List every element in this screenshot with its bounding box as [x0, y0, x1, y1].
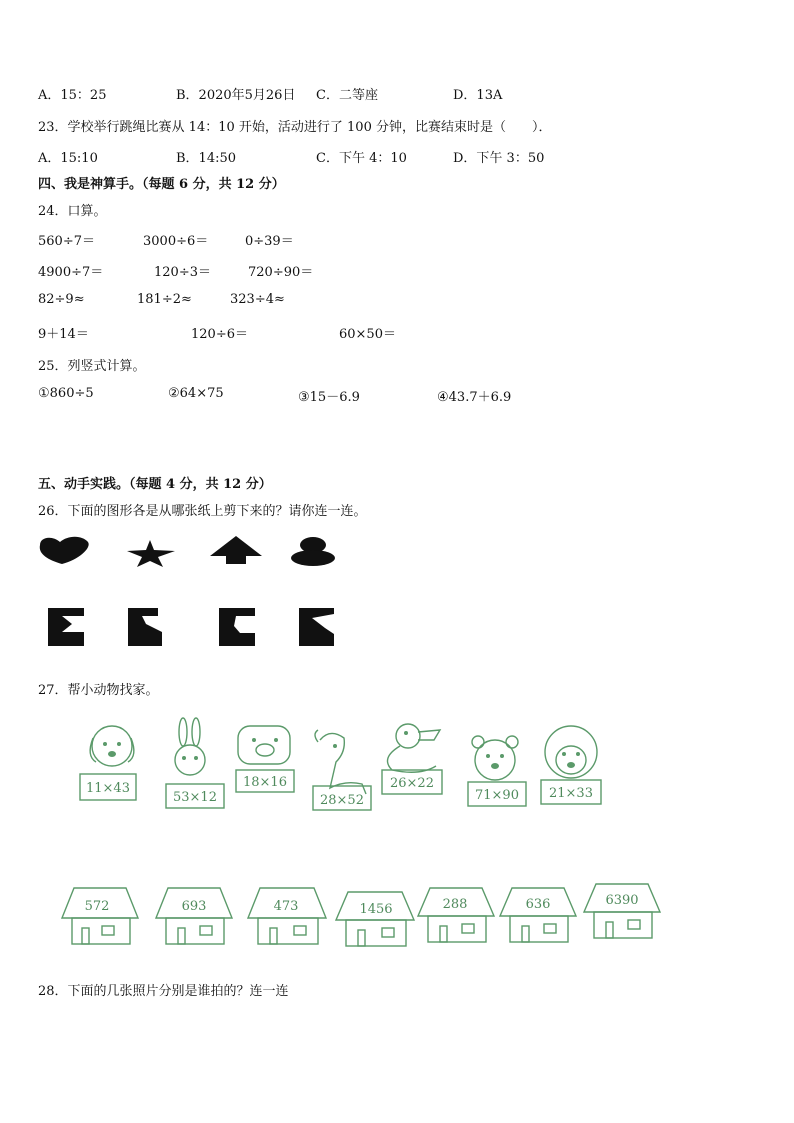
house-icon — [500, 888, 576, 942]
q23-option-b: B．14:50 — [176, 151, 237, 166]
animal-expr: 71×90 — [475, 788, 519, 803]
q22-option-d: D．13A — [453, 88, 503, 103]
star-shape-icon — [127, 540, 175, 567]
house-icon — [584, 884, 660, 938]
monkey-icon — [541, 726, 601, 804]
q24-item: 9＋14＝ — [38, 327, 89, 342]
animal-expr: 53×12 — [173, 790, 217, 805]
cut-paper-2-icon — [128, 608, 162, 646]
house-number: 1456 — [359, 902, 393, 917]
cut-paper-4-icon — [299, 608, 334, 646]
q25-item: ①860÷5 — [38, 386, 94, 401]
q22-option-a: A．15：25 — [38, 88, 107, 103]
q24-item: 4900÷7＝ — [38, 265, 104, 280]
house-number: 473 — [273, 899, 299, 914]
animal-expr: 28×52 — [320, 793, 364, 808]
goat-icon — [313, 730, 371, 810]
q27-stem: 27．帮小动物找家。 — [38, 683, 159, 698]
q25-stem: 25．列竖式计算。 — [38, 359, 146, 374]
cut-paper-3-icon — [219, 608, 255, 646]
bear-icon — [468, 736, 526, 806]
section5-title: 五、动手实践。（每题 4 分，共 12 分） — [38, 477, 272, 492]
q27-houses — [0, 884, 794, 954]
q28-stem: 28．下面的几张照片分别是谁拍的？连一连 — [38, 984, 289, 999]
q24-item: 560÷7＝ — [38, 234, 95, 249]
q23-stem: 23．学校举行跳绳比赛从 14：10 开始，活动进行了 100 分钟，比赛结束时是（ ）． — [38, 120, 552, 135]
q24-item: 323÷4≈ — [230, 292, 285, 307]
gourd-shape-icon — [291, 537, 335, 566]
q24-item: 60×50＝ — [339, 327, 396, 342]
house-number: 6390 — [605, 893, 639, 908]
q26-figures — [0, 530, 794, 660]
house-number: 693 — [181, 899, 207, 914]
house-icon — [248, 888, 326, 944]
q24-item: 82÷9≈ — [38, 292, 85, 307]
q23-option-d: D．下午 3：50 — [453, 151, 545, 166]
duck-icon — [382, 724, 442, 794]
q27-animals — [0, 718, 794, 828]
q24-item: 720÷90＝ — [248, 265, 314, 280]
q26-stem: 26．下面的图形各是从哪张纸上剪下来的？请你连一连。 — [38, 504, 367, 519]
arrow-shape-icon — [210, 536, 262, 564]
dog-icon — [80, 726, 136, 800]
q24-item: 120÷3＝ — [154, 265, 211, 280]
q24-item: 120÷6＝ — [191, 327, 248, 342]
heart-shape-icon — [40, 537, 89, 564]
q25-item: ③15－6.9 — [298, 390, 360, 405]
q24-item: 3000÷6＝ — [143, 234, 209, 249]
animal-expr: 21×33 — [549, 786, 593, 801]
q22-option-c: C．二等座 — [316, 88, 378, 103]
house-number: 288 — [442, 897, 468, 912]
q23-option-c: C．下午 4：10 — [316, 151, 407, 166]
section4-title: 四、我是神算手。（每题 6 分，共 12 分） — [38, 177, 285, 192]
animal-expr: 26×22 — [390, 776, 434, 791]
q24-stem: 24．口算。 — [38, 204, 107, 219]
q25-item: ②64×75 — [168, 386, 224, 401]
q25-item: ④43.7＋6.9 — [437, 390, 512, 405]
animal-expr: 11×43 — [86, 781, 130, 796]
house-number: 636 — [525, 897, 551, 912]
animal-expr: 18×16 — [243, 775, 287, 790]
cut-paper-1-icon — [48, 608, 84, 646]
house-icon — [336, 892, 414, 946]
house-icon — [62, 888, 138, 944]
q24-item: 0÷39＝ — [245, 234, 294, 249]
house-number: 572 — [84, 899, 110, 914]
q22-option-b: B．2020年5月26日 — [176, 88, 296, 103]
q23-option-a: A．15:10 — [38, 151, 98, 166]
q24-item: 181÷2≈ — [137, 292, 192, 307]
house-icon — [418, 888, 494, 942]
pig-icon — [236, 726, 294, 792]
rabbit-icon — [166, 718, 224, 808]
house-icon — [156, 888, 232, 944]
